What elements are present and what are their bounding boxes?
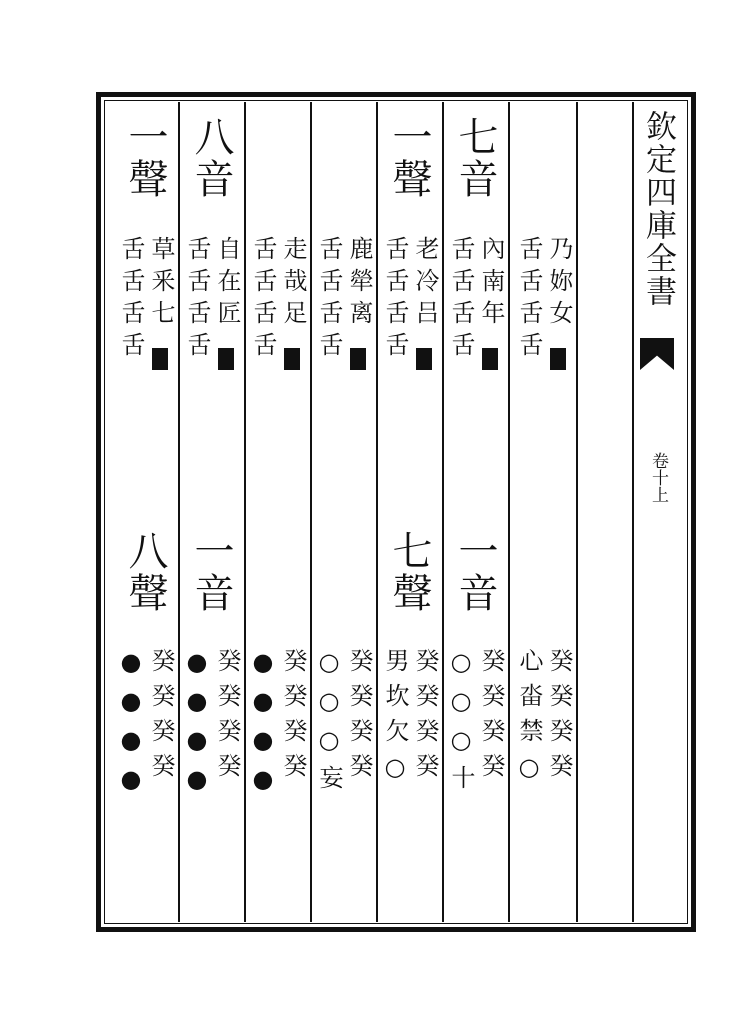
bottom-chars-right: 癸癸癸癸 [213, 648, 241, 788]
bottom-chars-left: ●●●● [117, 648, 145, 804]
text-column-1 [512, 108, 574, 918]
top-header: 一聲 [122, 116, 168, 200]
bottom-chars-right: 癸癸癸癸 [345, 648, 373, 788]
text-column-6 [180, 108, 242, 918]
top-chars-left: 舌舌舌舌 [315, 236, 343, 364]
margin-column [632, 102, 684, 922]
top-chars-left: 舌舌舌舌 [381, 236, 409, 364]
black-block-mark [152, 348, 168, 370]
top-chars-right: 自在匠 [213, 236, 241, 332]
text-column-2 [444, 108, 506, 918]
volume-label: 卷十上 [648, 452, 668, 503]
bottom-header: 一音 [452, 530, 498, 614]
black-block-mark [350, 348, 366, 370]
top-chars-right: 乃妳女 [545, 236, 573, 332]
top-chars-left: 舌舌舌舌 [183, 236, 211, 364]
bottom-chars-right: 癸癸癸癸 [477, 648, 505, 788]
bottom-header: 七聲 [386, 530, 432, 614]
column-divider [576, 102, 578, 922]
black-block-mark [550, 348, 566, 370]
bottom-chars-left: 心畓禁○ [515, 648, 543, 792]
bottom-chars-right: 癸癸癸癸 [147, 648, 175, 788]
top-header: 一聲 [386, 116, 432, 200]
black-block-mark [218, 348, 234, 370]
top-chars-right: 走哉足 [279, 236, 307, 332]
text-column-5 [246, 108, 308, 918]
top-chars-left: 舌舌舌舌 [515, 236, 543, 364]
top-chars-right: 老冷吕 [411, 236, 439, 332]
text-column-7 [114, 108, 176, 918]
top-chars-left: 舌舌舌舌 [249, 236, 277, 364]
fishtail-mark-icon [640, 338, 674, 370]
margin-title: 欽定四庫全書 [640, 110, 676, 308]
text-column-4 [312, 108, 374, 918]
top-chars-right: 內南年 [477, 236, 505, 332]
top-chars-left: 舌舌舌舌 [447, 236, 475, 364]
top-chars-right: 草釆七 [147, 236, 175, 332]
bottom-header: 八聲 [122, 530, 168, 614]
text-column-3 [378, 108, 440, 918]
column-divider [508, 102, 510, 922]
top-header: 八音 [188, 116, 234, 200]
bottom-chars-left: ●●●● [183, 648, 211, 804]
bottom-chars-left: 男坎欠○ [381, 648, 409, 792]
bottom-header: 一音 [188, 530, 234, 614]
black-block-mark [416, 348, 432, 370]
bottom-chars-right: 癸癸癸癸 [545, 648, 573, 788]
black-block-mark [284, 348, 300, 370]
bottom-chars-right: 癸癸癸癸 [279, 648, 307, 788]
bottom-chars-left: ○○○十 [447, 648, 475, 800]
bottom-chars-right: 癸癸癸癸 [411, 648, 439, 788]
bottom-chars-left: ○○○妄 [315, 648, 343, 800]
bottom-chars-left: ●●●● [249, 648, 277, 804]
top-chars-left: 舌舌舌舌 [117, 236, 145, 364]
black-block-mark [482, 348, 498, 370]
top-chars-right: 鹿犖离 [345, 236, 373, 332]
top-header: 七音 [452, 116, 498, 200]
